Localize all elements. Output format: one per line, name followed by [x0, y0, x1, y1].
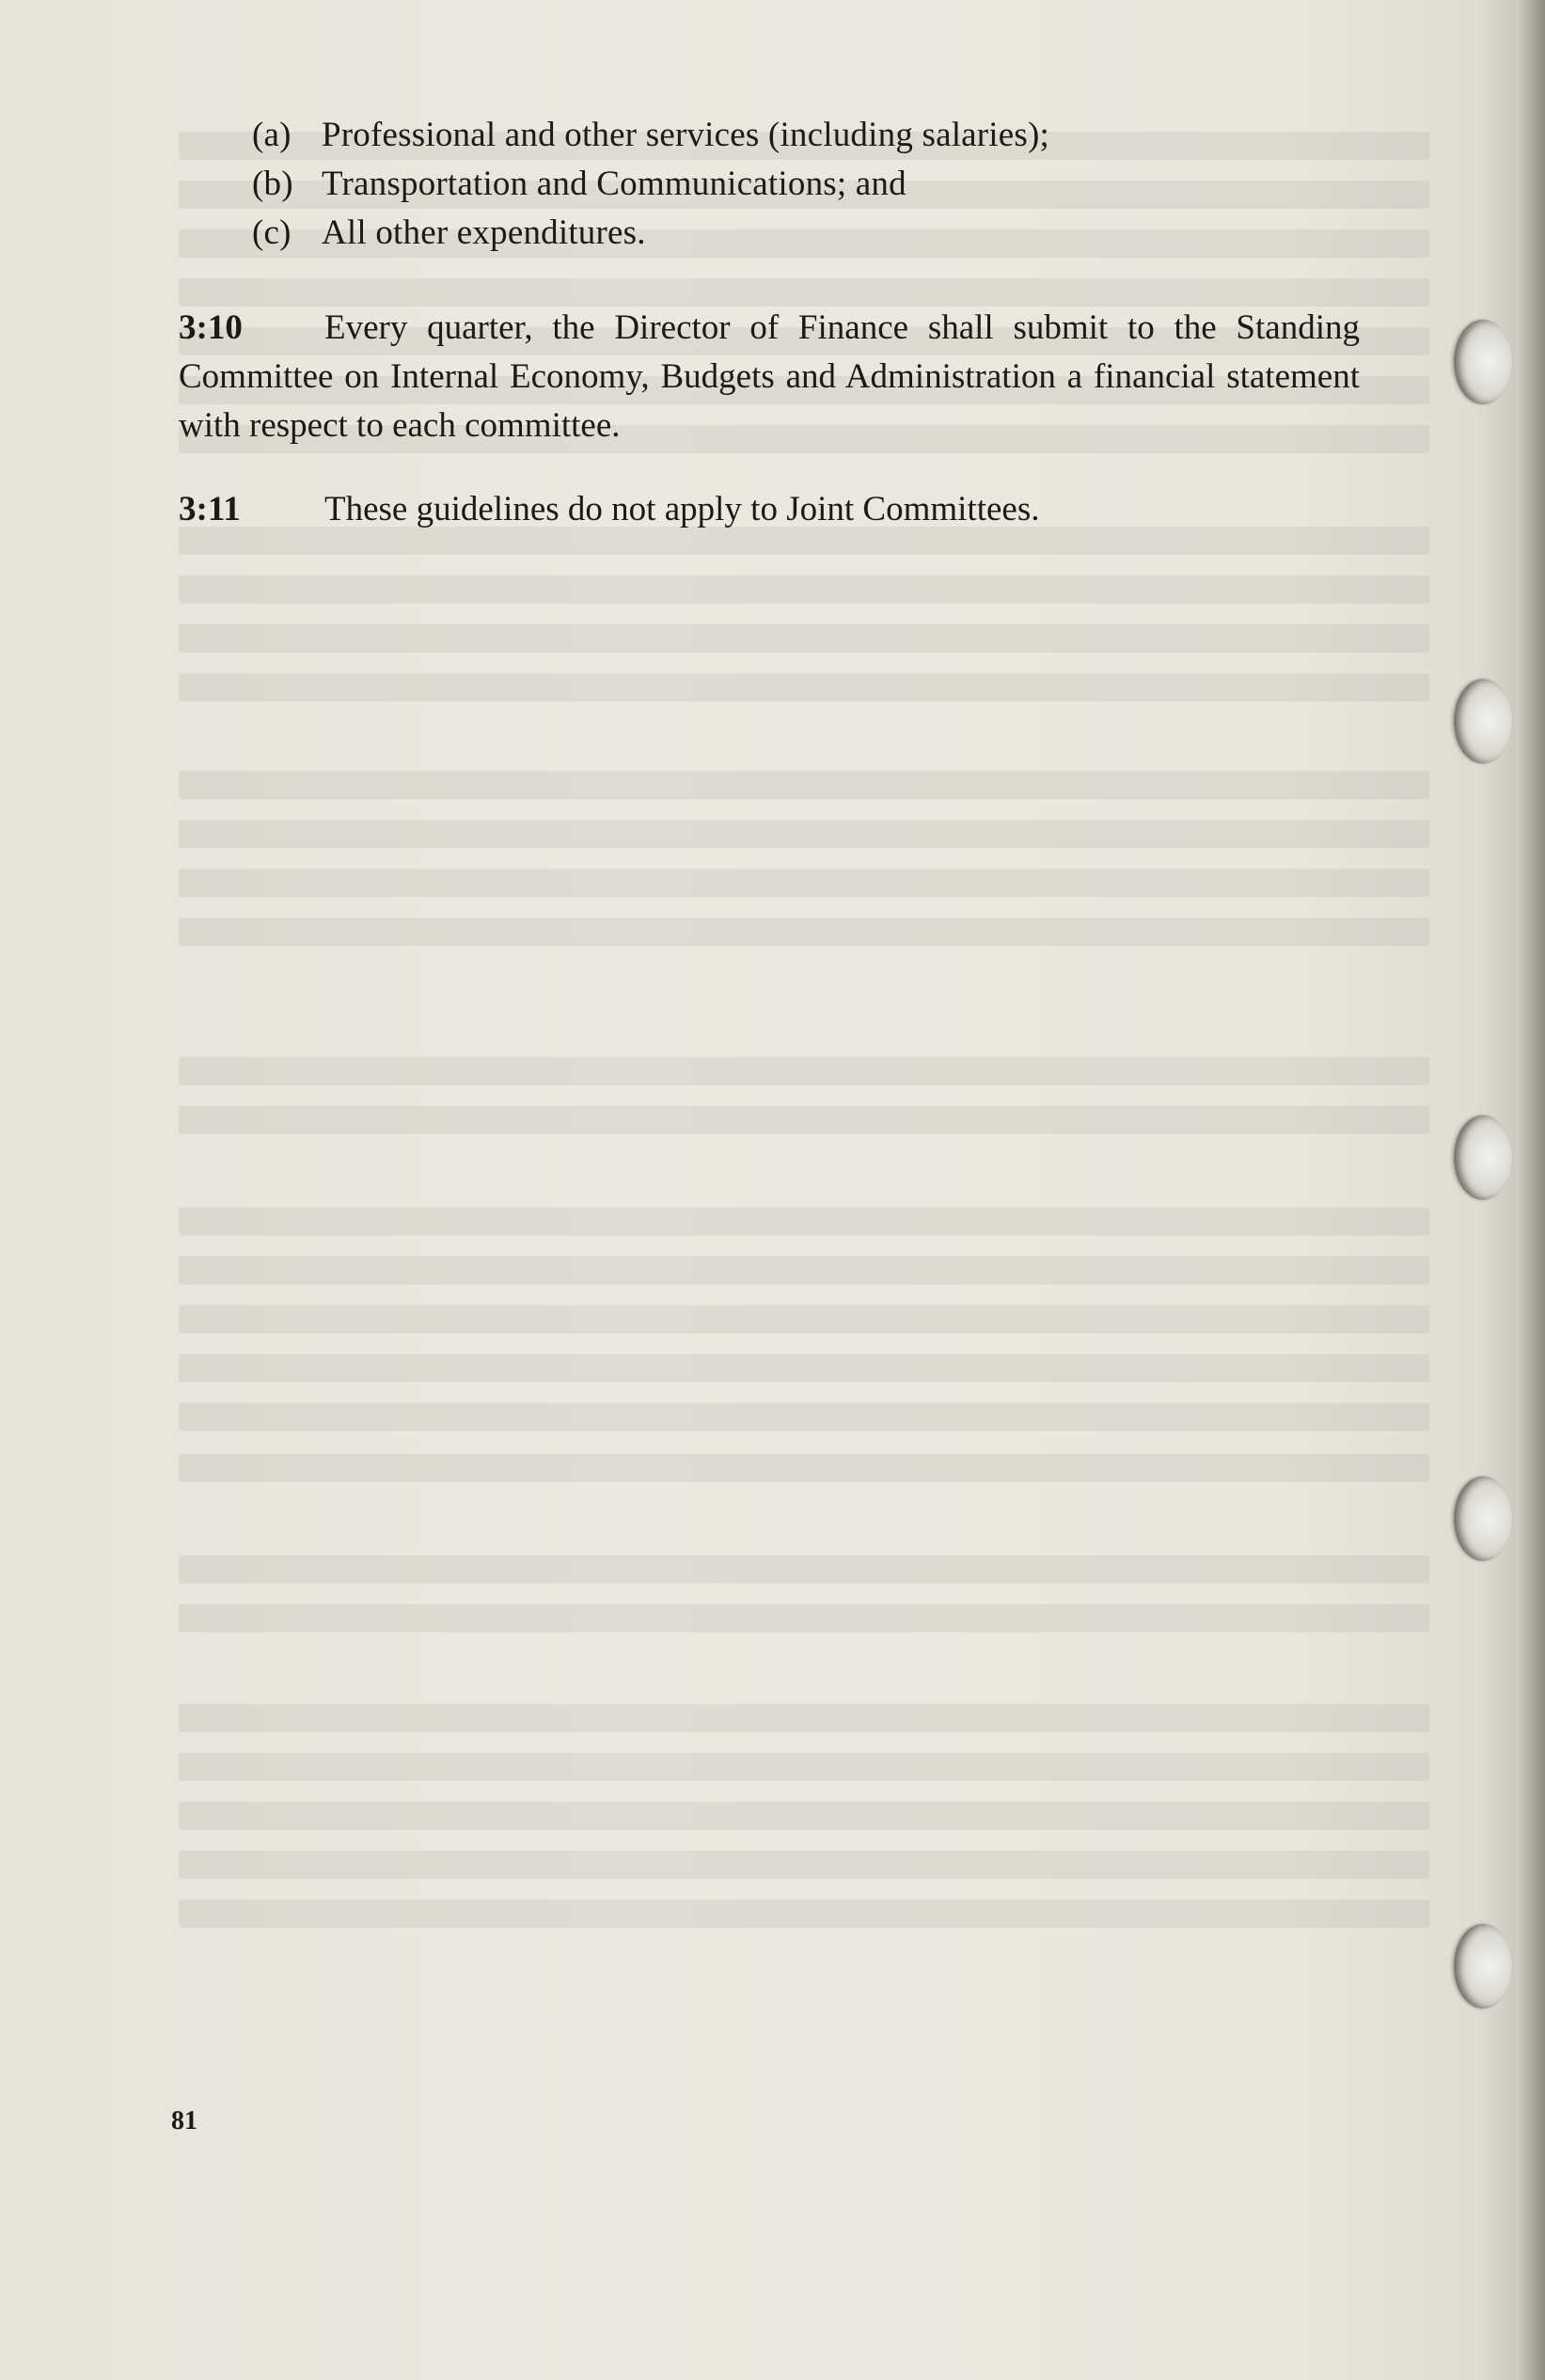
show-through: [179, 918, 1429, 946]
list-item-text: Professional and other services (including salaries);: [322, 116, 1050, 154]
show-through: [179, 1802, 1429, 1830]
show-through: [179, 1851, 1429, 1879]
binder-hole: [1454, 1476, 1512, 1561]
binder-hole: [1454, 1115, 1512, 1200]
show-through: [179, 820, 1429, 848]
binder-hole: [1454, 1924, 1512, 2009]
show-through: [179, 1899, 1429, 1928]
list-item-marker: (b): [252, 165, 293, 203]
expenditure-list: [252, 111, 1360, 258]
section-3-11: [179, 485, 1360, 534]
show-through: [179, 869, 1429, 897]
show-through: [179, 624, 1429, 653]
show-through: [179, 1403, 1429, 1431]
show-through: [179, 1305, 1429, 1333]
show-through: [179, 1604, 1429, 1632]
show-through: [179, 1106, 1429, 1134]
show-through: [179, 1704, 1429, 1732]
section-number: 3:10: [179, 308, 243, 347]
show-through: [179, 1454, 1429, 1482]
binder-hole: [1454, 320, 1512, 404]
page-edge: [1516, 0, 1545, 2380]
page-body: [179, 111, 1360, 569]
section-3-10: [179, 304, 1360, 450]
show-through: [179, 1753, 1429, 1781]
list-item: [252, 111, 1360, 160]
show-through: [179, 673, 1429, 701]
list-item-text: Transportation and Communications; and: [322, 165, 907, 203]
show-through: [179, 1555, 1429, 1584]
page-number: 81: [171, 2106, 197, 2136]
show-through: [179, 771, 1429, 799]
section-text: Every quarter, the Director of Finance shall submit to the Standing Committee on Internal Economy, Budgets and Administration a financial statement with respect to each committee.: [179, 308, 1360, 445]
list-item-marker: (c): [252, 213, 292, 252]
binder-hole: [1454, 679, 1512, 764]
show-through: [179, 1354, 1429, 1382]
section-text: These guidelines do not apply to Joint Committees.: [324, 490, 1040, 528]
list-item-marker: (a): [252, 116, 292, 154]
list-item: [252, 209, 1360, 258]
section-number: 3:11: [179, 490, 241, 528]
show-through: [179, 575, 1429, 604]
show-through: [179, 1057, 1429, 1085]
list-item-text: All other expenditures.: [322, 213, 646, 252]
show-through: [179, 1207, 1429, 1236]
show-through: [179, 1256, 1429, 1285]
list-item: [252, 160, 1360, 209]
